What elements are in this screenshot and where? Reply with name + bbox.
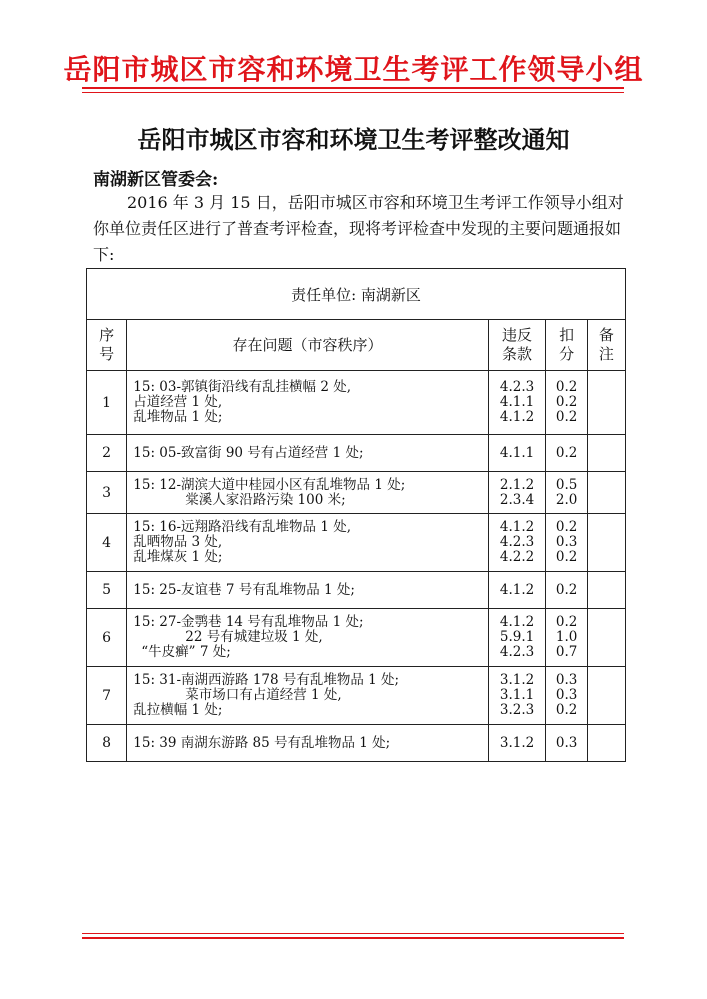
note-cell [587, 514, 625, 572]
code-value: 4.1.1 [499, 394, 535, 410]
responsible-unit: 责任单位: 南湖新区 [87, 269, 626, 320]
code-cell [488, 472, 546, 514]
deduct-value: 0.5 [555, 476, 578, 493]
code-cell [488, 667, 546, 725]
code-value: 4.2.3 [499, 534, 535, 550]
table-row [87, 514, 626, 572]
issues-table [86, 268, 626, 762]
code-value: 5.9.1 [499, 629, 535, 645]
deduct-cell [546, 667, 587, 725]
issue-line: 乱堆物品 1 处; [133, 409, 223, 425]
deduct-value: 0.2 [555, 444, 578, 461]
deduct-value: 0.2 [555, 549, 578, 565]
row-number: 7 [87, 667, 127, 725]
code-value: 3.1.2 [499, 734, 535, 751]
table-row [87, 667, 626, 725]
header-no: 序号 [87, 320, 127, 371]
org-title: 岳阳市城区市容和环境卫生考评工作领导小组 [63, 53, 644, 86]
issue-cell [127, 371, 488, 435]
deduct-cell [546, 572, 587, 609]
issue-line: 15: 25-友谊巷 7 号有乱堆物品 1 处; [133, 581, 355, 598]
issue-line: 15: 16-远翔路沿线有乱堆物品 1 处, [133, 519, 351, 535]
code-value: 3.1.2 [499, 672, 535, 688]
deduct-value: 0.2 [555, 519, 578, 535]
header-rule-thin [82, 92, 624, 93]
table-row [87, 435, 626, 472]
footer-rule-thin [82, 933, 624, 934]
code-value: 4.1.1 [499, 444, 535, 461]
code-value: 4.1.2 [499, 409, 535, 425]
note-cell [587, 725, 625, 762]
issue-line: 菜市场口有占道经营 1 处, [185, 687, 342, 703]
deduct-value: 0.2 [555, 394, 578, 410]
note-cell [587, 667, 625, 725]
code-cell [488, 514, 546, 572]
note-cell [587, 472, 625, 514]
issue-line: 15: 12-湖滨大道中桂园小区有乱堆物品 1 处; [133, 476, 406, 493]
deduct-value: 0.2 [555, 409, 578, 425]
header-note: 备注 [587, 320, 625, 371]
deduct-value: 0.7 [555, 644, 578, 660]
issue-cell [127, 472, 488, 514]
code-cell [488, 371, 546, 435]
deduct-value: 1.0 [555, 629, 578, 645]
table-row [87, 572, 626, 609]
row-number: 4 [87, 514, 127, 572]
body-paragraph: 2016 年 3 月 15 日，岳阳市城区市容和环境卫生考评工作领导小组对你单位责任区进行了普查考评检查，现将考评检查中发现的主要问题通报如下: [93, 193, 624, 264]
deduct-value: 0.3 [555, 534, 578, 550]
deduct-value: 0.2 [555, 614, 578, 630]
deduct-value: 0.2 [555, 581, 578, 598]
row-number: 8 [87, 725, 127, 762]
code-value: 4.2.3 [499, 379, 535, 395]
code-cell [488, 572, 546, 609]
code-value: 3.1.1 [499, 687, 535, 703]
code-value: 2.3.4 [499, 491, 535, 508]
row-number: 6 [87, 609, 127, 667]
code-cell [488, 609, 546, 667]
deduct-cell [546, 435, 587, 472]
note-cell [587, 435, 625, 472]
code-cell [488, 725, 546, 762]
deduct-value: 0.2 [555, 702, 578, 718]
table-row [87, 609, 626, 667]
code-value: 3.2.3 [499, 702, 535, 718]
issue-line: 15: 27-金鹗巷 14 号有乱堆物品 1 处; [133, 614, 364, 630]
note-cell [587, 609, 625, 667]
row-number: 1 [87, 371, 127, 435]
deduct-cell [546, 725, 587, 762]
deduct-value: 0.2 [555, 379, 578, 395]
code-value: 4.1.2 [499, 519, 535, 535]
code-value: 2.1.2 [499, 476, 535, 493]
issue-line: 乱拉横幅 1 处; [133, 702, 223, 718]
table-header-row [87, 320, 626, 371]
code-value: 4.1.2 [499, 614, 535, 630]
footer-rule-thick [82, 937, 624, 939]
row-number: 5 [87, 572, 127, 609]
table-row [87, 472, 626, 514]
deduct-value: 2.0 [555, 491, 578, 508]
issue-cell [127, 514, 488, 572]
code-value: 4.1.2 [499, 581, 535, 598]
issue-line: “牛皮癣” 7 处; [141, 644, 231, 660]
table-row [87, 725, 626, 762]
deduct-cell [546, 514, 587, 572]
row-number: 3 [87, 472, 127, 514]
issue-cell [127, 667, 488, 725]
issue-line: 15: 05-致富街 90 号有占道经营 1 处; [133, 444, 364, 461]
code-cell [488, 435, 546, 472]
issue-line: 15: 31-南湖西游路 178 号有乱堆物品 1 处; [133, 672, 400, 688]
issue-line: 占道经营 1 处, [133, 394, 223, 410]
note-cell [587, 371, 625, 435]
issue-line: 15: 03-郭镇街沿线有乱挂横幅 2 处, [133, 379, 351, 395]
issue-line: 15: 39 南湖东游路 85 号有乱堆物品 1 处; [133, 734, 391, 751]
recipient: 南湖新区管委会: [93, 170, 219, 190]
deduct-value: 0.3 [555, 687, 578, 703]
header-code: 违反条款 [488, 320, 546, 371]
table-row [87, 371, 626, 435]
code-value: 4.2.3 [499, 644, 535, 660]
code-value: 4.2.2 [499, 549, 535, 565]
header-issue: 存在问题（市容秩序） [127, 320, 488, 371]
issue-line: 乱晒物品 3 处, [133, 534, 223, 550]
issue-cell [127, 435, 488, 472]
unit-row [87, 269, 626, 320]
deduct-cell [546, 371, 587, 435]
issue-cell [127, 572, 488, 609]
note-cell [587, 572, 625, 609]
issue-line: 棠溪人家沿路污染 100 米; [185, 491, 346, 508]
document-title: 岳阳市城区市容和环境卫生考评整改通知 [137, 125, 570, 154]
issue-cell [127, 725, 488, 762]
row-number: 2 [87, 435, 127, 472]
issue-cell [127, 609, 488, 667]
header-rule-thick [82, 87, 624, 89]
issue-line: 乱堆煤灰 1 处; [133, 549, 223, 565]
header-deduct: 扣分 [546, 320, 587, 371]
deduct-cell [546, 472, 587, 514]
deduct-value: 0.3 [555, 672, 578, 688]
deduct-cell [546, 609, 587, 667]
issue-line: 22 号有城建垃圾 1 处, [185, 629, 323, 645]
deduct-value: 0.3 [555, 734, 578, 751]
